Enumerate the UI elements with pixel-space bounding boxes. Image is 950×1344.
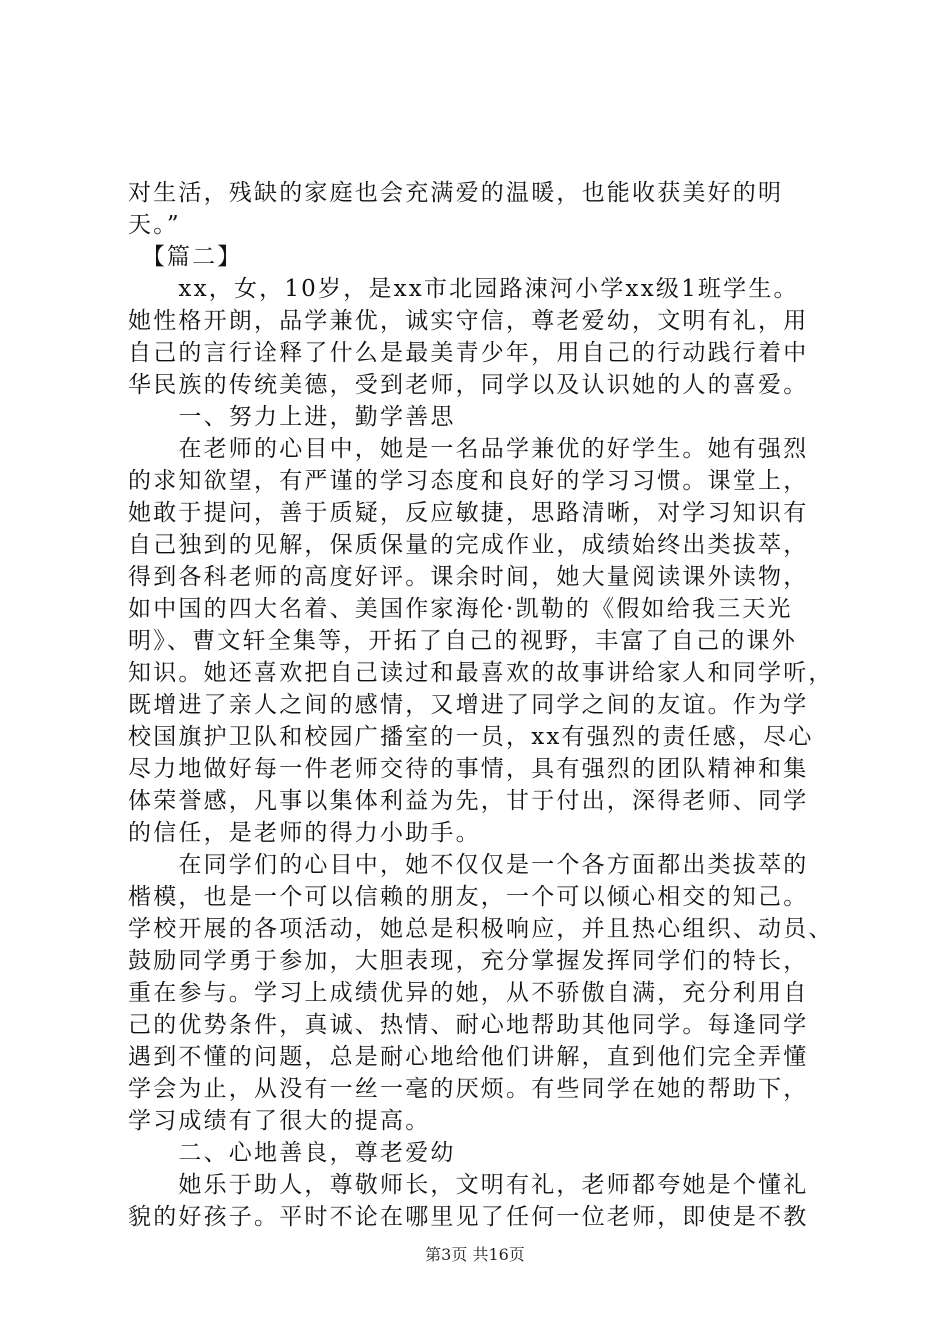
body-text-line: 她敢于提问，善于质疑，反应敏捷，思路清晰，对学习知识有 xyxy=(128,500,809,526)
body-text-line: 华民族的传统美德，受到老师，同学以及认识她的人的喜爱。 xyxy=(128,372,809,398)
body-text-line: 的求知欲望，有严谨的学习态度和良好的学习习惯。课堂上， xyxy=(128,468,809,494)
body-text-line: 她乐于助人，尊敬师长，文明有礼，老师都夸她是个懂礼 xyxy=(128,1172,809,1198)
body-text-line: 貌的好孩子。平时不论在哪里见了任何一位老师，即使是不教 xyxy=(128,1204,809,1230)
body-text-line: 她性格开朗，品学兼优，诚实守信，尊老爱幼，文明有礼，用 xyxy=(128,308,809,334)
subsection-heading: 一、努力上进，勤学善思 xyxy=(128,404,456,430)
body-text-line: 天。” xyxy=(128,212,181,238)
body-text-line: 己的优势条件，真诚、热情、耐心地帮助其他同学。每逢同学 xyxy=(128,1012,809,1038)
body-text-line: 鼓励同学勇于参加，大胆表现，充分掌握发挥同学们的特长， xyxy=(128,948,809,974)
body-text-line: 学校开展的各项活动，她总是积极响应，并且热心组织、动员、 xyxy=(128,916,834,942)
body-text-line: 在老师的心目中，她是一名品学兼优的好学生。她有强烈 xyxy=(128,436,809,462)
body-text-line: 校国旗护卫队和校园广播室的一员，xx有强烈的责任感，尽心 xyxy=(128,724,814,750)
body-text-line: 重在参与。学习上成绩优异的她，从不骄傲自满，充分利用自 xyxy=(128,980,809,1006)
body-text-line: 既增进了亲人之间的感情，又增进了同学之间的友谊。作为学 xyxy=(128,692,809,718)
body-text-line: 的信任，是老师的得力小助手。 xyxy=(128,820,481,846)
page-number-footer: 第3页 共16页 xyxy=(425,1245,525,1264)
body-text-line: 知识。她还喜欢把自己读过和最喜欢的故事讲给家人和同学听， xyxy=(128,660,834,686)
subsection-heading: 二、心地善良，尊老爱幼 xyxy=(128,1140,456,1166)
body-text-line: 学习成绩有了很大的提高。 xyxy=(128,1108,431,1134)
body-text-line: 对生活，残缺的家庭也会充满爱的温暖，也能收获美好的明 xyxy=(128,180,784,206)
body-text-line: 如中国的四大名着、美国作家海伦·凯勒的《假如给我三天光 xyxy=(128,596,793,622)
body-text-line: 自己的言行诠释了什么是最美青少年，用自己的行动践行着中 xyxy=(128,340,809,366)
body-text-line: 楷模，也是一个可以信赖的朋友，一个可以倾心相交的知己。 xyxy=(128,884,809,910)
body-text-line: 尽力地做好每一件老师交待的事情，具有强烈的团队精神和集 xyxy=(128,756,809,782)
body-text-line: 学会为止，从没有一丝一毫的厌烦。有些同学在她的帮助下， xyxy=(128,1076,809,1102)
body-text-line: 遇到不懂的问题，总是耐心地给他们讲解，直到他们完全弄懂 xyxy=(128,1044,809,1070)
body-text-line: 明》、曹文轩全集等，开拓了自己的视野，丰富了自己的课外 xyxy=(128,628,797,654)
section-heading: 【篇二】 xyxy=(128,244,243,270)
body-text-line: 得到各科老师的高度好评。课余时间，她大量阅读课外读物， xyxy=(128,564,809,590)
body-text-line: xx，女，10岁，是xx市北园路涑河小学xx级1班学生。 xyxy=(128,276,799,302)
body-text-line: 在同学们的心目中，她不仅仅是一个各方面都出类拔萃的 xyxy=(128,852,809,878)
body-text-line: 体荣誉感，凡事以集体利益为先，甘于付出，深得老师、同学 xyxy=(128,788,809,814)
body-text-line: 自己独到的见解，保质保量的完成作业，成绩始终出类拔萃， xyxy=(128,532,809,558)
